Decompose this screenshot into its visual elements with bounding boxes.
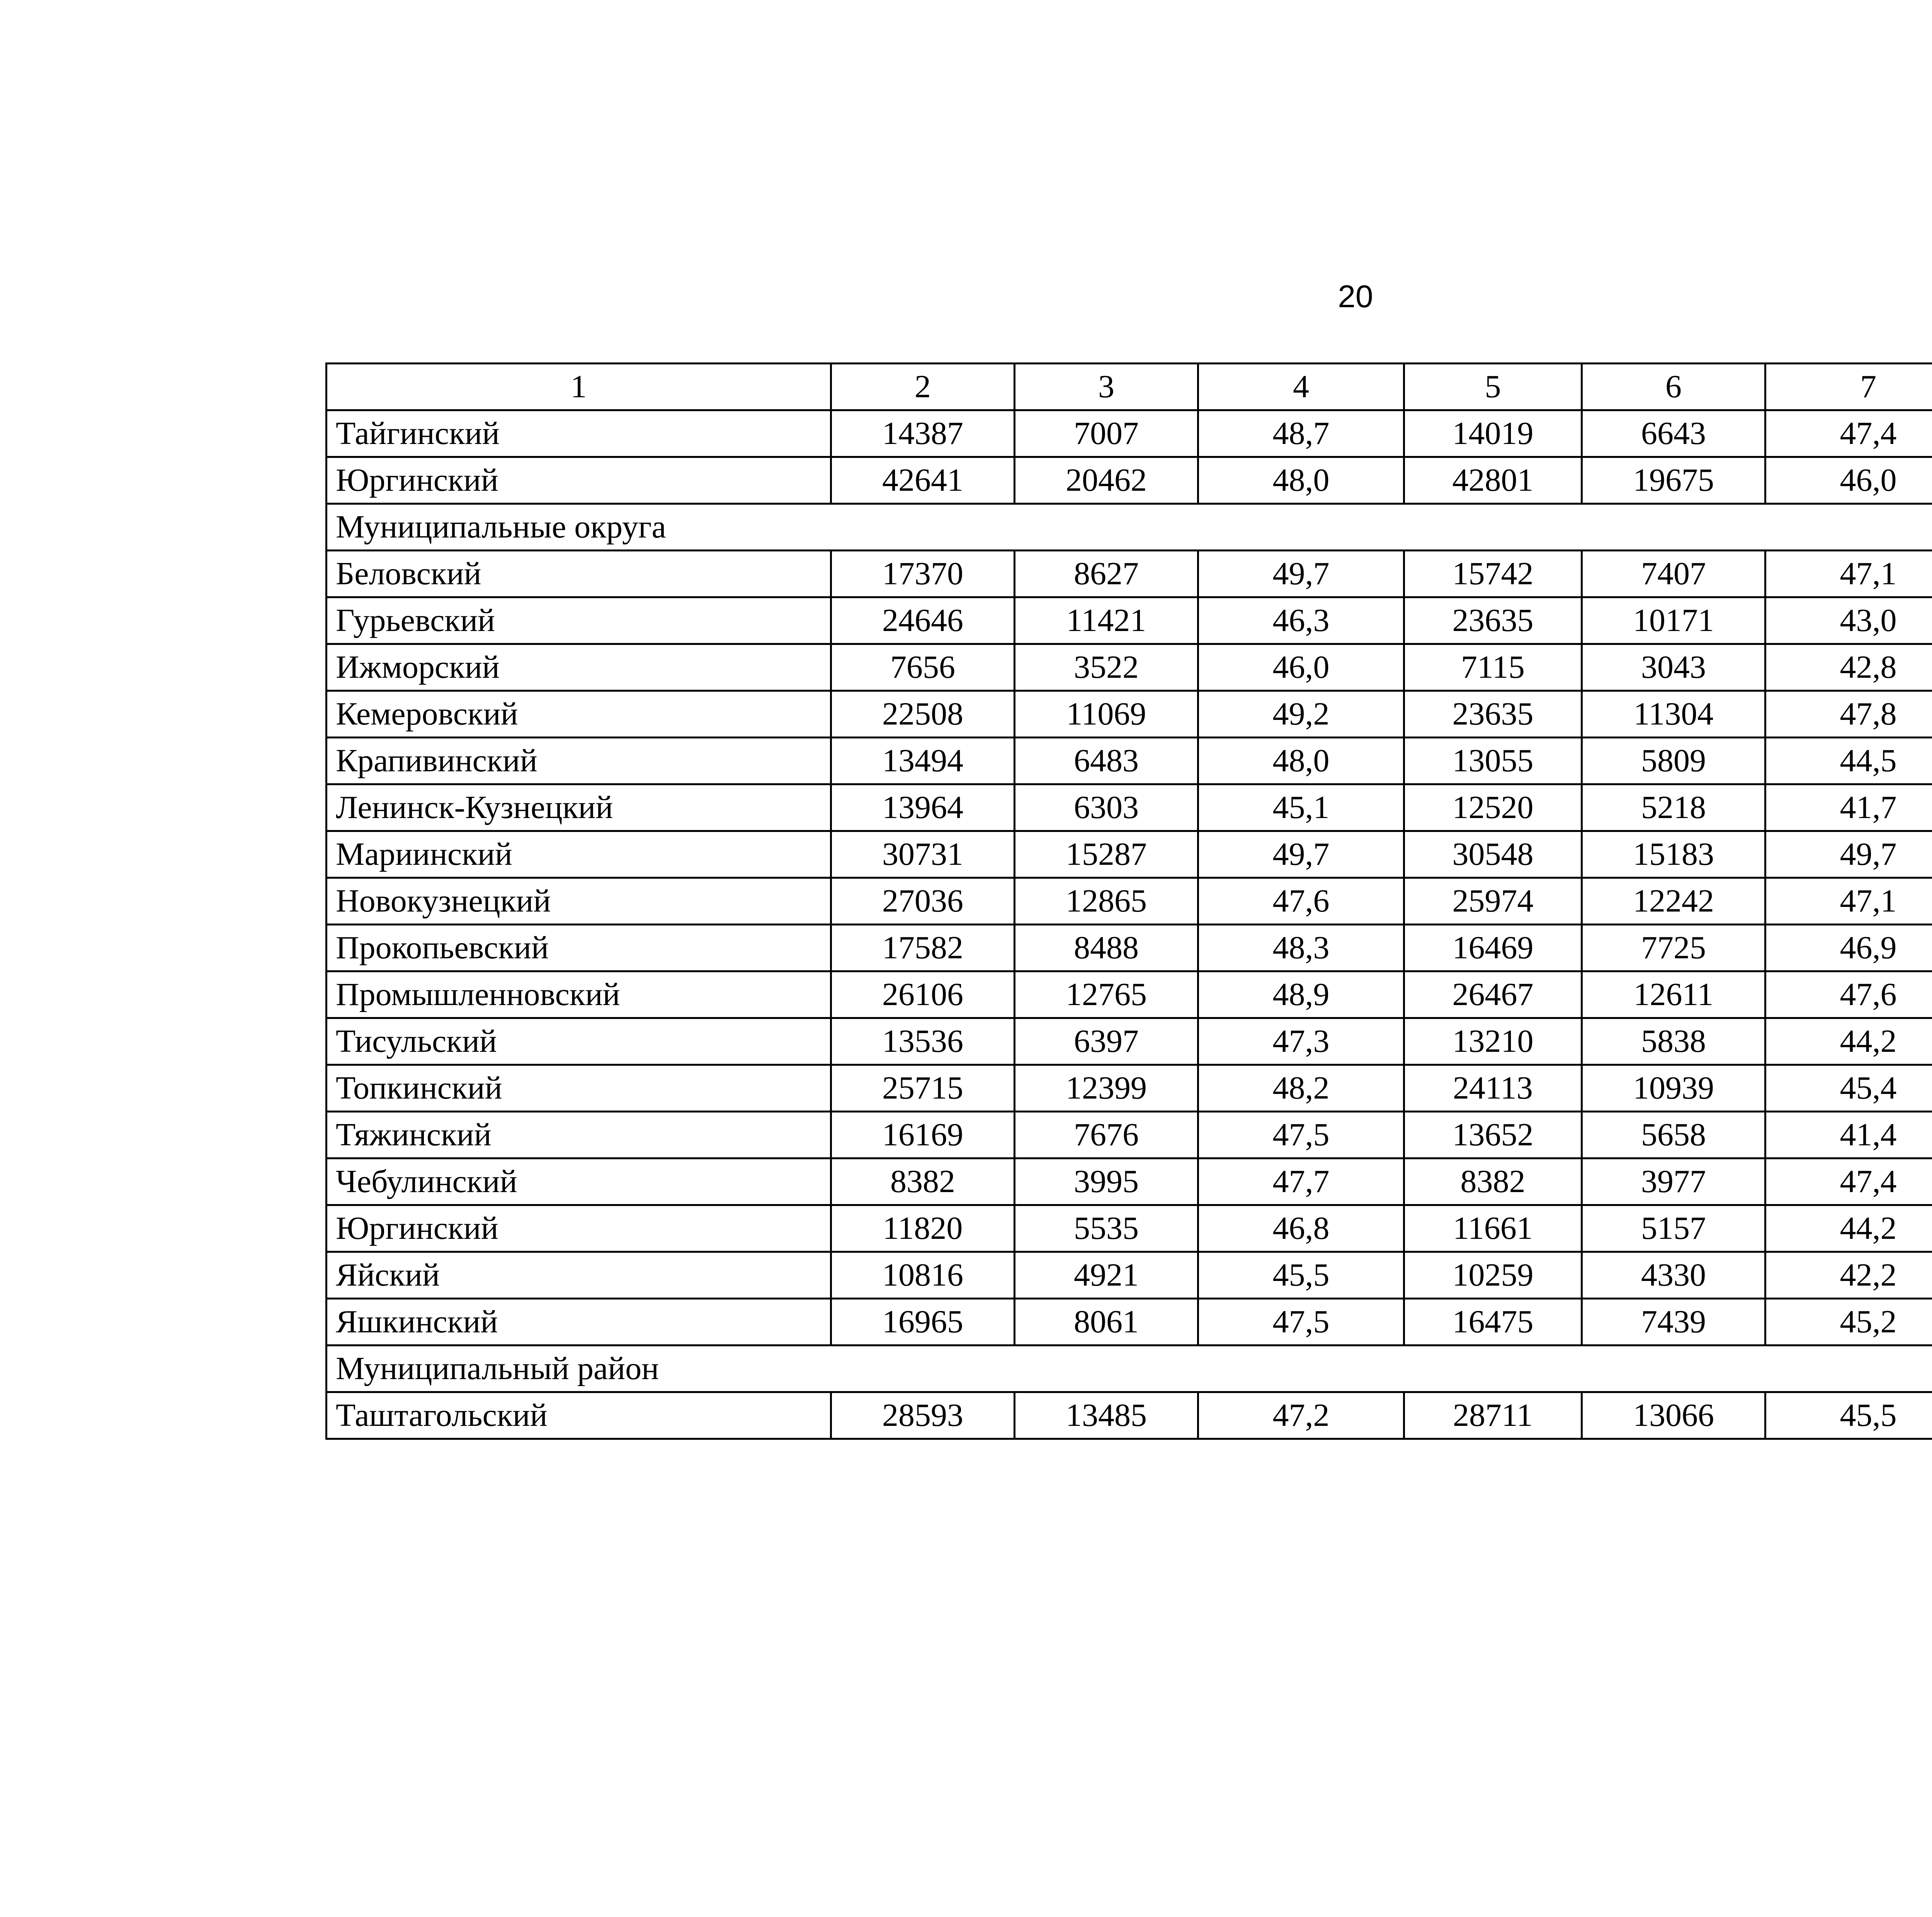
- value-cell: 47,1: [1765, 551, 1932, 597]
- table-row: [327, 925, 1932, 971]
- value-cell: 43,0: [1765, 597, 1932, 644]
- value-cell: 47,5: [1198, 1112, 1404, 1158]
- value-cell: 48,3: [1198, 925, 1404, 971]
- territory-name-cell: Яшкинский: [327, 1299, 831, 1345]
- table-row: [327, 1018, 1932, 1065]
- value-cell: 10939: [1582, 1065, 1765, 1112]
- table-row: [327, 1392, 1932, 1439]
- column-number-5: 5: [1404, 364, 1582, 410]
- territory-name-cell: Тяжинский: [327, 1112, 831, 1158]
- table-row: [327, 1205, 1932, 1252]
- column-number-6: 6: [1582, 364, 1765, 410]
- territory-name-cell: Мариинский: [327, 831, 831, 878]
- table-row: [327, 1299, 1932, 1345]
- table-row: [327, 1065, 1932, 1112]
- value-cell: 15287: [1015, 831, 1198, 878]
- value-cell: 46,0: [1198, 644, 1404, 691]
- value-cell: 8061: [1015, 1299, 1198, 1345]
- value-cell: 14019: [1404, 410, 1582, 457]
- value-cell: 46,9: [1765, 925, 1932, 971]
- value-cell: 7407: [1582, 551, 1765, 597]
- territory-name-cell: Яйский: [327, 1252, 831, 1299]
- value-cell: 17582: [831, 925, 1015, 971]
- table-row: [327, 878, 1932, 925]
- value-cell: 30548: [1404, 831, 1582, 878]
- table-row: [327, 597, 1932, 644]
- value-cell: 10816: [831, 1252, 1015, 1299]
- value-cell: 46,8: [1198, 1205, 1404, 1252]
- value-cell: 6303: [1015, 784, 1198, 831]
- section-row: [327, 504, 1932, 551]
- value-cell: 3522: [1015, 644, 1198, 691]
- value-cell: 6483: [1015, 738, 1198, 784]
- table-body: [327, 364, 1932, 1439]
- value-cell: 42,2: [1765, 1252, 1932, 1299]
- value-cell: 41,4: [1765, 1112, 1932, 1158]
- value-cell: 4330: [1582, 1252, 1765, 1299]
- value-cell: 7115: [1404, 644, 1582, 691]
- value-cell: 47,6: [1198, 878, 1404, 925]
- value-cell: 24113: [1404, 1065, 1582, 1112]
- value-cell: 11304: [1582, 691, 1765, 738]
- table-row: [327, 784, 1932, 831]
- table-row: [327, 457, 1932, 504]
- value-cell: 5838: [1582, 1018, 1765, 1065]
- value-cell: 11661: [1404, 1205, 1582, 1252]
- value-cell: 14387: [831, 410, 1015, 457]
- value-cell: 8382: [831, 1158, 1015, 1205]
- value-cell: 44,2: [1765, 1205, 1932, 1252]
- value-cell: 47,3: [1198, 1018, 1404, 1065]
- territory-name-cell: Топкинский: [327, 1065, 831, 1112]
- table-row: [327, 738, 1932, 784]
- value-cell: 47,4: [1765, 410, 1932, 457]
- value-cell: 47,6: [1765, 971, 1932, 1018]
- value-cell: 13485: [1015, 1392, 1198, 1439]
- value-cell: 23635: [1404, 597, 1582, 644]
- table-row: [327, 1158, 1932, 1205]
- table-row: [327, 410, 1932, 457]
- value-cell: 15742: [1404, 551, 1582, 597]
- value-cell: 13055: [1404, 738, 1582, 784]
- value-cell: 49,7: [1198, 831, 1404, 878]
- value-cell: 47,1: [1765, 878, 1932, 925]
- territory-name-cell: Прокопьевский: [327, 925, 831, 971]
- column-number-7: 7: [1765, 364, 1932, 410]
- value-cell: 45,4: [1765, 1065, 1932, 1112]
- value-cell: 46,0: [1765, 457, 1932, 504]
- value-cell: 17370: [831, 551, 1015, 597]
- value-cell: 47,2: [1198, 1392, 1404, 1439]
- territory-name-cell: Кемеровский: [327, 691, 831, 738]
- value-cell: 7656: [831, 644, 1015, 691]
- value-cell: 11069: [1015, 691, 1198, 738]
- value-cell: 19675: [1582, 457, 1765, 504]
- value-cell: 42641: [831, 457, 1015, 504]
- table-row: [327, 551, 1932, 597]
- value-cell: 42,8: [1765, 644, 1932, 691]
- territory-name-cell: Юргинский: [327, 457, 831, 504]
- value-cell: 47,8: [1765, 691, 1932, 738]
- value-cell: 20462: [1015, 457, 1198, 504]
- value-cell: 6397: [1015, 1018, 1198, 1065]
- value-cell: 16475: [1404, 1299, 1582, 1345]
- value-cell: 44,5: [1765, 738, 1932, 784]
- table-row: [327, 691, 1932, 738]
- section-heading: Муниципальный район: [327, 1345, 1932, 1392]
- value-cell: 28711: [1404, 1392, 1582, 1439]
- value-cell: 13652: [1404, 1112, 1582, 1158]
- value-cell: 25974: [1404, 878, 1582, 925]
- value-cell: 42801: [1404, 457, 1582, 504]
- value-cell: 11421: [1015, 597, 1198, 644]
- territory-name-cell: Тайгинский: [327, 410, 831, 457]
- territory-name-cell: Беловский: [327, 551, 831, 597]
- value-cell: 13536: [831, 1018, 1015, 1065]
- value-cell: 47,5: [1198, 1299, 1404, 1345]
- value-cell: 13210: [1404, 1018, 1582, 1065]
- value-cell: 12611: [1582, 971, 1765, 1018]
- value-cell: 11820: [831, 1205, 1015, 1252]
- value-cell: 4921: [1015, 1252, 1198, 1299]
- section-row: [327, 1345, 1932, 1392]
- statistics-table: [325, 362, 1932, 1440]
- value-cell: 26467: [1404, 971, 1582, 1018]
- value-cell: 12865: [1015, 878, 1198, 925]
- value-cell: 5535: [1015, 1205, 1198, 1252]
- value-cell: 48,2: [1198, 1065, 1404, 1112]
- value-cell: 47,4: [1765, 1158, 1932, 1205]
- territory-name-cell: Гурьевский: [327, 597, 831, 644]
- value-cell: 8488: [1015, 925, 1198, 971]
- table-header-row: [327, 364, 1932, 410]
- table-row: [327, 831, 1932, 878]
- value-cell: 13066: [1582, 1392, 1765, 1439]
- value-cell: 15183: [1582, 831, 1765, 878]
- territory-name-cell: Новокузнецкий: [327, 878, 831, 925]
- value-cell: 12399: [1015, 1065, 1198, 1112]
- value-cell: 48,9: [1198, 971, 1404, 1018]
- column-number-2: 2: [831, 364, 1015, 410]
- territory-name-cell: Чебулинский: [327, 1158, 831, 1205]
- column-number-4: 4: [1198, 364, 1404, 410]
- value-cell: 10171: [1582, 597, 1765, 644]
- value-cell: 41,7: [1765, 784, 1932, 831]
- value-cell: 45,5: [1765, 1392, 1932, 1439]
- value-cell: 5157: [1582, 1205, 1765, 1252]
- territory-name-cell: Ижморский: [327, 644, 831, 691]
- value-cell: 8382: [1404, 1158, 1582, 1205]
- value-cell: 49,2: [1198, 691, 1404, 738]
- table-row: [327, 971, 1932, 1018]
- value-cell: 48,7: [1198, 410, 1404, 457]
- value-cell: 28593: [831, 1392, 1015, 1439]
- value-cell: 13494: [831, 738, 1015, 784]
- table-row: [327, 1252, 1932, 1299]
- value-cell: 46,3: [1198, 597, 1404, 644]
- value-cell: 27036: [831, 878, 1015, 925]
- value-cell: 48,0: [1198, 738, 1404, 784]
- value-cell: 5809: [1582, 738, 1765, 784]
- value-cell: 16469: [1404, 925, 1582, 971]
- territory-name-cell: Юргинский: [327, 1205, 831, 1252]
- territory-name-cell: Тисульский: [327, 1018, 831, 1065]
- section-heading: Муниципальные округа: [327, 504, 1932, 551]
- value-cell: 3977: [1582, 1158, 1765, 1205]
- value-cell: 3043: [1582, 644, 1765, 691]
- value-cell: 5658: [1582, 1112, 1765, 1158]
- page-number: 20: [1338, 279, 1373, 314]
- value-cell: 22508: [831, 691, 1015, 738]
- value-cell: 45,1: [1198, 784, 1404, 831]
- value-cell: 25715: [831, 1065, 1015, 1112]
- value-cell: 49,7: [1198, 551, 1404, 597]
- value-cell: 7007: [1015, 410, 1198, 457]
- value-cell: 6643: [1582, 410, 1765, 457]
- value-cell: 48,0: [1198, 457, 1404, 504]
- value-cell: 7676: [1015, 1112, 1198, 1158]
- value-cell: 12765: [1015, 971, 1198, 1018]
- value-cell: 16169: [831, 1112, 1015, 1158]
- value-cell: 26106: [831, 971, 1015, 1018]
- value-cell: 3995: [1015, 1158, 1198, 1205]
- value-cell: 49,7: [1765, 831, 1932, 878]
- column-number-3: 3: [1015, 364, 1198, 410]
- value-cell: 47,7: [1198, 1158, 1404, 1205]
- value-cell: 16965: [831, 1299, 1015, 1345]
- table-row: [327, 1112, 1932, 1158]
- value-cell: 23635: [1404, 691, 1582, 738]
- value-cell: 13964: [831, 784, 1015, 831]
- column-number-1: 1: [327, 364, 831, 410]
- value-cell: 10259: [1404, 1252, 1582, 1299]
- value-cell: 24646: [831, 597, 1015, 644]
- value-cell: 45,5: [1198, 1252, 1404, 1299]
- value-cell: 8627: [1015, 551, 1198, 597]
- territory-name-cell: Ленинск-Кузнецкий: [327, 784, 831, 831]
- value-cell: 44,2: [1765, 1018, 1932, 1065]
- value-cell: 45,2: [1765, 1299, 1932, 1345]
- value-cell: 7725: [1582, 925, 1765, 971]
- value-cell: 12520: [1404, 784, 1582, 831]
- value-cell: 5218: [1582, 784, 1765, 831]
- value-cell: 12242: [1582, 878, 1765, 925]
- value-cell: 7439: [1582, 1299, 1765, 1345]
- territory-name-cell: Таштагольский: [327, 1392, 831, 1439]
- table-row: [327, 644, 1932, 691]
- value-cell: 30731: [831, 831, 1015, 878]
- territory-name-cell: Промышленновский: [327, 971, 831, 1018]
- territory-name-cell: Крапивинский: [327, 738, 831, 784]
